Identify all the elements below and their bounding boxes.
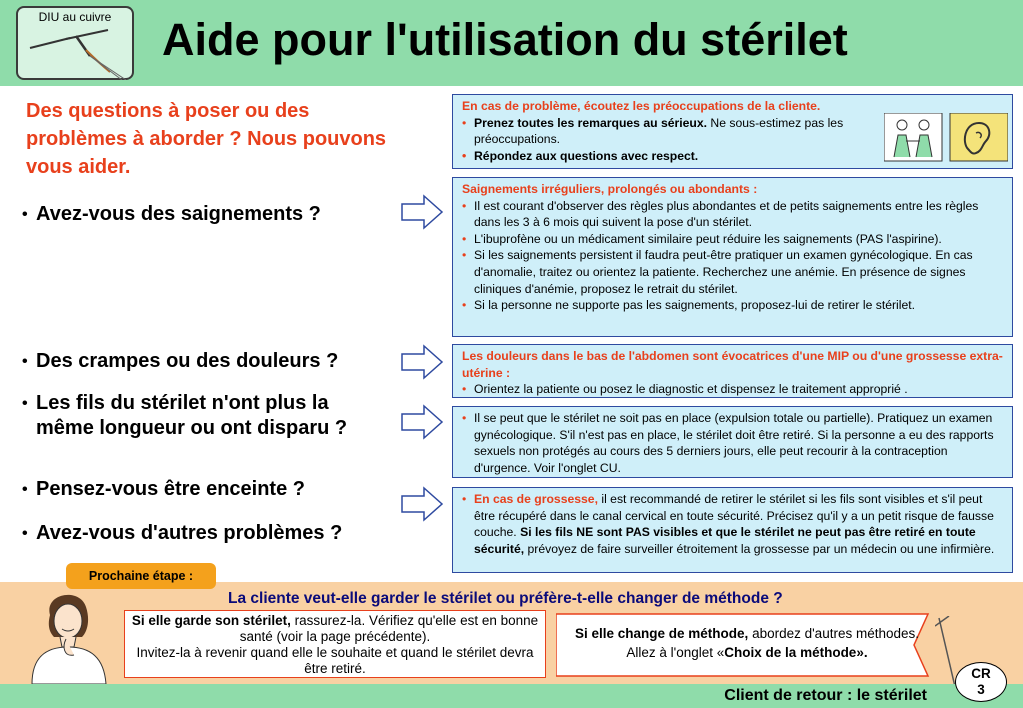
question-strings bbox=[22, 391, 361, 441]
question-label: Des crampes ou des douleurs ? bbox=[36, 350, 339, 372]
question-bleeding bbox=[22, 202, 396, 227]
list-item: • Répondez aux questions avec respect. bbox=[462, 148, 699, 163]
bullet: • bbox=[22, 481, 28, 498]
question-pregnancy bbox=[22, 477, 396, 502]
change-method-text: Si elle change de méthode, abordez d'autres méthodes. Allez à l'onglet «Choix de la méthode». bbox=[575, 626, 919, 660]
list-item: • Orientez la patiente ou posez le diagnostic et dispensez le traitement approprié . bbox=[462, 382, 908, 397]
intro-text: Des questions à poser ou des problèmes à aborder ? Nous pouvons vous aider. bbox=[26, 100, 387, 178]
panel-pain bbox=[452, 344, 1013, 398]
next-step-question: La cliente veut-elle garder le stérilet ou préfère-t-elle changer de méthode ? bbox=[228, 590, 783, 607]
question-label: Avez-vous des saignements ? bbox=[36, 203, 321, 225]
bullet: • bbox=[22, 353, 28, 370]
panel-title: En cas de problème, écoutez les préoccupations de la cliente. bbox=[462, 99, 821, 113]
page-title: Aide pour l'utilisation du stérilet bbox=[162, 14, 848, 65]
logo-box bbox=[16, 6, 134, 80]
question-pain bbox=[22, 349, 406, 374]
bullet: • bbox=[22, 395, 28, 412]
keep-iud-box: Si elle garde son stérilet, rassurez-la. Vérifiez qu'elle est en bonne santé (voir la page précédente). Invitez-la à revenir quand elle le souhaite et quand le stérilet devra être retiré. bbox=[124, 610, 546, 678]
panel-pregnancy bbox=[452, 487, 1013, 573]
bullet: • bbox=[22, 206, 28, 223]
list-item: • Il se peut que le stérilet ne soit pas en place (expulsion totale ou partielle). Pratiquez un examen gynécologique. S'il n'est pas en place, le stérilet doit être retiré. Si la personne a eu des rapports sexuels non protégés au cours des 5 derniers jours, elle peut recourir à la contraception d'urgence. Voir l'onglet CU. bbox=[462, 411, 994, 475]
bullet: • bbox=[22, 525, 28, 542]
counseling-icon bbox=[884, 113, 942, 161]
arrow-right-icon bbox=[400, 486, 444, 522]
list-item: • L'ibuprofène ou un médicament similaire peut réduire les saignements (PAS l'aspirine). bbox=[462, 231, 942, 246]
arrow-right-icon bbox=[400, 194, 444, 230]
arrow-right-icon bbox=[400, 344, 444, 380]
method-choice-link[interactable]: Choix de la méthode bbox=[724, 645, 857, 660]
tab-badge[interactable]: CR 3 bbox=[955, 662, 1007, 702]
footer-band bbox=[0, 684, 1023, 708]
list-item: • Si la personne ne supporte pas les saignements, proposez-lui de retirer le stérilet. bbox=[462, 298, 916, 313]
panel-title: Les douleurs dans le bas de l'abdomen sont évocatrices d'une MIP ou d'une grossesse extra-utérine : bbox=[462, 349, 1003, 380]
question-label: Avez-vous d'autres problèmes ? bbox=[36, 522, 343, 544]
iud-icon bbox=[26, 26, 126, 80]
woman-icon bbox=[22, 585, 114, 684]
footer-title: Client de retour : le stérilet bbox=[724, 687, 927, 704]
question-label: Pensez-vous être enceinte ? bbox=[36, 478, 305, 500]
panel-strings bbox=[452, 406, 1013, 478]
list-item: • Si les saignements persistent il faudra peut-être pratiquer un examen gynécologique. En cas d'anomalie, traitez ou orientez la patiente. Recherchez une anémie. En présence de signes cliniques d'anémie, proposez le retrait du stérilet. bbox=[462, 248, 973, 296]
next-step-tag: Prochaine étape : bbox=[66, 563, 216, 589]
list-item: • Prenez toutes les remarques au sérieux. Ne sous-estimez pas les préoccupations. bbox=[462, 115, 844, 147]
list-item: • En cas de grossesse, il est recommandé de retirer le stérilet si les fils sont visibles et s'il peut être récupéré dans le canal cervical en toute sécurité. Précisez qu'il y a un petit risque de fausse couche. Si les fils NE sont PAS visibles et que le stérilet ne peut pas être retiré en toute sécurité, prévoyez de faire surveiller étroitement la grossesse par un médecin ou une infirmière. bbox=[462, 492, 995, 556]
arrow-right-icon bbox=[400, 404, 444, 440]
ear-icon bbox=[950, 113, 1008, 161]
question-other bbox=[22, 521, 416, 546]
panel-title: Saignements irréguliers, prolongés ou abondants : bbox=[462, 182, 758, 196]
change-method-box bbox=[556, 612, 938, 678]
logo-label: DIU au cuivre bbox=[38, 10, 112, 24]
list-item: • Il est courant d'observer des règles plus abondantes et de petits saignements entre les règles dans les 3 à 6 mois qui suivent la pose d'un stérilet. bbox=[462, 198, 979, 230]
panel-bleeding bbox=[452, 177, 1013, 337]
question-label: Les fils du stérilet n'ont plus la même longueur ou ont disparu ? bbox=[36, 392, 348, 439]
picto-group bbox=[884, 113, 1008, 163]
